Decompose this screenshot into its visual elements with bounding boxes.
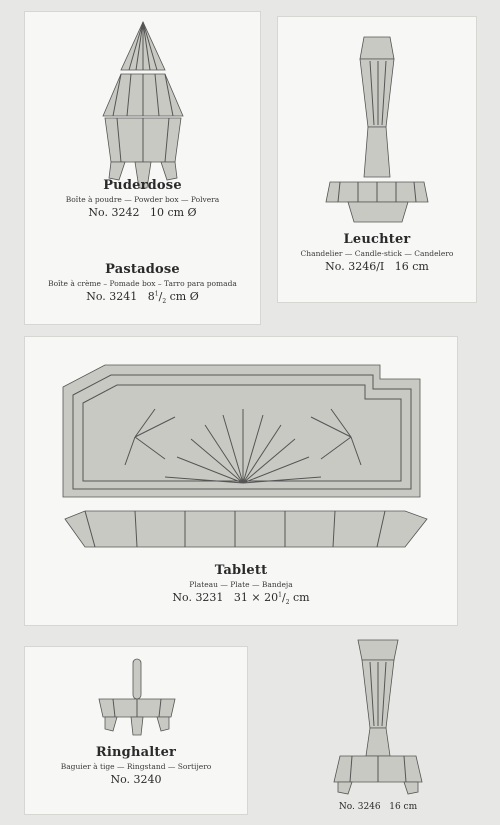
puderdose-number: No. 3242 10 cm Ø [88,206,197,219]
tablett-title: Tablett [214,563,268,578]
leuchter-title: Leuchter [343,232,411,247]
tablett-number: No. 3231 $31 \times 20^1/_2$ cm [172,591,310,607]
candlestick-small-illustration [318,632,438,802]
ringhalter-subtitle: Baguier à tige — Ringstand — Sortijero [60,762,212,771]
panel-leuchter [278,17,476,302]
pastadose-number: No. 3241 $8^1/_2$ cm Ø [86,290,199,306]
powder-box-illustration [25,12,260,202]
ring-holder-illustration [25,647,247,747]
leuchter-subtitle: Chandelier — Candle-stick — Candelero [300,249,454,258]
pastadose-title: Pastadose [105,262,180,277]
pastadose-subtitle: Boîte à crème – Pomade box – Tarro para pomada [48,279,237,288]
candlestick-3246-number: No. 3246 16 cm [338,802,418,812]
panel-tablett [25,337,457,625]
leuchter-number: No. 3246/I 16 cm [325,260,429,273]
panel-ringhalter [25,647,247,814]
puderdose-subtitle: Boîte à poudre — Powder box — Polvera [65,195,220,204]
panel-candlestick-3246 [318,632,438,817]
tray-illustration [25,337,457,562]
ringhalter-number: No. 3240 [110,773,162,786]
candlestick-illustration [278,17,476,232]
ringhalter-title: Ringhalter [95,745,177,760]
tablett-subtitle: Plateau — Plate — Bandeja [189,580,293,589]
panel-puderdose [25,12,260,324]
puderdose-title: Puderdose [103,178,182,193]
